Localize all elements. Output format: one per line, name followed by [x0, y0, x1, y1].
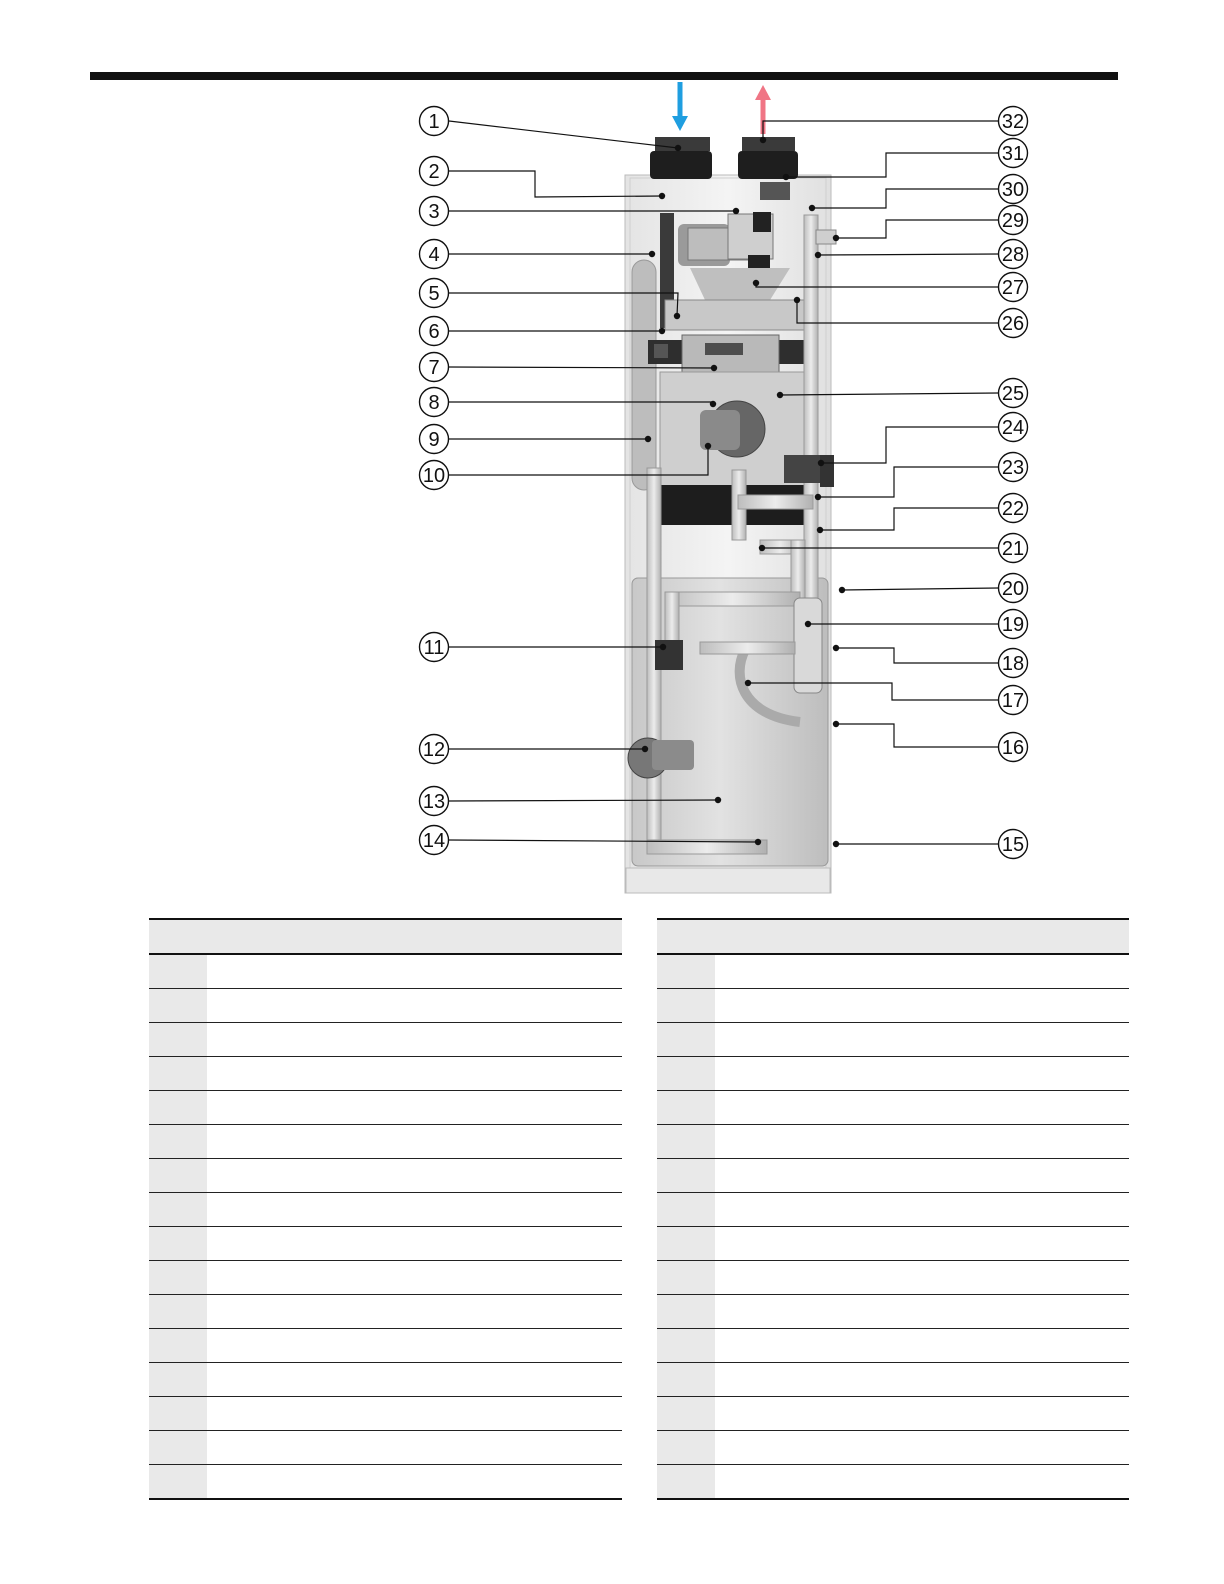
callout-label-20: 20 — [1001, 578, 1025, 600]
table-row — [657, 1261, 1129, 1295]
callout-label-2: 2 — [428, 161, 440, 183]
callout-dot-15 — [833, 841, 839, 847]
callout-label-3: 3 — [428, 201, 440, 223]
callout-label-24: 24 — [1001, 417, 1025, 439]
table-row — [149, 954, 622, 989]
table-cell-description — [715, 1091, 1129, 1125]
table-cell-number — [149, 1295, 207, 1329]
table-cell-number — [149, 1057, 207, 1091]
table-cell-description — [715, 1431, 1129, 1465]
callout-label-19: 19 — [1001, 614, 1025, 636]
callout-dot-21 — [759, 545, 765, 551]
callout-dot-3 — [733, 208, 739, 214]
table-cell-description — [715, 1023, 1129, 1057]
table-cell-number — [149, 1363, 207, 1397]
table-row — [657, 1159, 1129, 1193]
callout-label-14: 14 — [422, 830, 446, 852]
table-cell-number — [657, 1261, 715, 1295]
table-row — [149, 1227, 622, 1261]
inlet-arrow — [672, 82, 688, 131]
callout-label-7: 7 — [428, 357, 440, 379]
table-cell-description — [715, 1227, 1129, 1261]
table-cell-number — [149, 1023, 207, 1057]
table-row — [657, 1329, 1129, 1363]
table-cell-description — [207, 1295, 622, 1329]
table-row — [149, 1363, 622, 1397]
callout-dot-30 — [809, 205, 815, 211]
callout-dot-7 — [711, 365, 717, 371]
table-cell-number — [657, 1125, 715, 1159]
table-row — [149, 989, 622, 1023]
callout-leader-18 — [836, 648, 998, 663]
table-row — [149, 1057, 622, 1091]
table-cell-description — [207, 1329, 622, 1363]
table-cell-number — [657, 1023, 715, 1057]
callout-dot-24 — [818, 460, 824, 466]
table-cell-number — [149, 1193, 207, 1227]
callout-dot-1 — [675, 145, 681, 151]
table-cell-number — [657, 1329, 715, 1363]
callout-dot-9 — [645, 436, 651, 442]
callout-label-15: 15 — [1001, 834, 1025, 856]
callout-label-1: 1 — [428, 111, 440, 133]
callout-dot-5 — [674, 313, 680, 319]
callout-label-13: 13 — [422, 791, 446, 813]
callout-leader-20 — [842, 588, 998, 590]
table-row — [149, 1159, 622, 1193]
table-cell-number — [149, 1091, 207, 1125]
header-cell-description — [207, 919, 622, 954]
table-cell-description — [207, 1159, 622, 1193]
table-cell-description — [715, 1261, 1129, 1295]
table-cell-description — [207, 1261, 622, 1295]
table-cell-number — [149, 989, 207, 1023]
header-cell-description — [715, 919, 1129, 954]
callout-leader-30 — [812, 189, 998, 208]
callout-dot-26 — [794, 297, 800, 303]
callout-dot-6 — [659, 328, 665, 334]
callout-leader-28 — [818, 254, 998, 255]
table-cell-number — [149, 954, 207, 989]
table-cell-description — [207, 1363, 622, 1397]
table-row — [149, 1261, 622, 1295]
callout-label-6: 6 — [428, 321, 440, 343]
callout-dot-28 — [815, 252, 821, 258]
table-cell-description — [715, 1125, 1129, 1159]
table-row — [657, 1465, 1129, 1500]
table-cell-description — [715, 1465, 1129, 1500]
table-row — [657, 1397, 1129, 1431]
callout-label-28: 28 — [1001, 244, 1025, 266]
table-row — [149, 1125, 622, 1159]
table-row — [657, 1431, 1129, 1465]
table-cell-description — [715, 1057, 1129, 1091]
table-cell-number — [657, 1227, 715, 1261]
table-cell-description — [715, 954, 1129, 989]
callout-dot-25 — [777, 392, 783, 398]
callout-dot-27 — [753, 280, 759, 286]
table-cell-description — [207, 989, 622, 1023]
callout-label-16: 16 — [1001, 737, 1025, 759]
table-cell-description — [207, 1057, 622, 1091]
callout-label-18: 18 — [1001, 653, 1025, 675]
callout-label-31: 31 — [1001, 143, 1025, 165]
table-cell-description — [207, 1227, 622, 1261]
table-row — [657, 1125, 1129, 1159]
callout-leader-22 — [820, 508, 998, 530]
callout-dot-20 — [839, 587, 845, 593]
callout-label-25: 25 — [1001, 383, 1025, 405]
table-row — [149, 1091, 622, 1125]
callout-dot-2 — [659, 193, 665, 199]
callout-leader-24 — [821, 427, 998, 463]
callout-dot-4 — [649, 251, 655, 257]
table-cell-number — [149, 1329, 207, 1363]
table-cell-number — [149, 1397, 207, 1431]
table-cell-number — [657, 1431, 715, 1465]
callout-label-9: 9 — [428, 429, 440, 451]
callout-label-10: 10 — [422, 465, 446, 487]
table-cell-number — [657, 1363, 715, 1397]
table-cell-description — [715, 1193, 1129, 1227]
table-row — [657, 1091, 1129, 1125]
callout-leader-31 — [786, 153, 998, 177]
callout-dot-10 — [705, 443, 711, 449]
callout-label-12: 12 — [422, 739, 446, 761]
callout-leader-29 — [836, 220, 998, 238]
callout-label-23: 23 — [1001, 457, 1025, 479]
table-row — [657, 954, 1129, 989]
table-cell-number — [657, 1091, 715, 1125]
header-cell-number — [149, 919, 207, 954]
callout-dot-17 — [745, 680, 751, 686]
table-row — [657, 989, 1129, 1023]
table-cell-description — [207, 954, 622, 989]
table-cell-description — [715, 1159, 1129, 1193]
table-row — [657, 1363, 1129, 1397]
callout-leader-1 — [449, 121, 678, 148]
table-cell-number — [657, 989, 715, 1023]
callout-dot-18 — [833, 645, 839, 651]
table-cell-number — [149, 1227, 207, 1261]
callout-dot-19 — [805, 621, 811, 627]
header-cell-number — [657, 919, 715, 954]
table-cell-description — [207, 1125, 622, 1159]
callout-leader-23 — [818, 467, 998, 497]
callout-dot-29 — [833, 235, 839, 241]
callout-dot-12 — [642, 746, 648, 752]
table-row — [657, 1057, 1129, 1091]
callout-label-29: 29 — [1001, 210, 1025, 232]
table-cell-description — [207, 1193, 622, 1227]
callout-dot-22 — [817, 527, 823, 533]
table-row — [149, 1329, 622, 1363]
callout-label-30: 30 — [1001, 179, 1025, 201]
table-row — [149, 1431, 622, 1465]
callout-dot-23 — [815, 494, 821, 500]
table-cell-description — [207, 1431, 622, 1465]
table-cell-description — [715, 1363, 1129, 1397]
table-row — [149, 1023, 622, 1057]
table-cell-description — [715, 989, 1129, 1023]
callout-label-8: 8 — [428, 392, 440, 414]
table-cell-description — [207, 1091, 622, 1125]
table-cell-description — [715, 1329, 1129, 1363]
callout-label-22: 22 — [1001, 498, 1025, 520]
table-cell-number — [149, 1465, 207, 1500]
table-cell-number — [657, 1193, 715, 1227]
table-row — [657, 1295, 1129, 1329]
callout-dot-32 — [760, 137, 766, 143]
parts-table-left — [149, 918, 622, 1500]
table-row — [657, 1227, 1129, 1261]
callout-dot-11 — [660, 644, 666, 650]
table-cell-description — [207, 1023, 622, 1057]
callout-dot-31 — [783, 174, 789, 180]
callout-dot-8 — [710, 401, 716, 407]
table-row — [149, 1465, 622, 1500]
table-cell-number — [657, 1159, 715, 1193]
table-row — [149, 1193, 622, 1227]
callout-dot-16 — [833, 721, 839, 727]
table-cell-description — [207, 1397, 622, 1431]
table-cell-description — [207, 1465, 622, 1500]
table-cell-number — [149, 1261, 207, 1295]
table-cell-number — [149, 1431, 207, 1465]
table-cell-description — [715, 1397, 1129, 1431]
callout-label-4: 4 — [428, 244, 440, 266]
callout-dot-13 — [715, 797, 721, 803]
callout-label-26: 26 — [1001, 313, 1025, 335]
table-cell-number — [657, 1057, 715, 1091]
callout-label-32: 32 — [1001, 111, 1025, 133]
callout-dot-14 — [755, 839, 761, 845]
callout-label-21: 21 — [1001, 538, 1025, 560]
table-row — [149, 1295, 622, 1329]
table-row — [657, 1193, 1129, 1227]
table-cell-number — [149, 1125, 207, 1159]
parts-table-header-row — [657, 919, 1129, 954]
table-cell-number — [149, 1159, 207, 1193]
parts-table-right — [657, 918, 1129, 1500]
callout-label-27: 27 — [1001, 277, 1025, 299]
table-cell-number — [657, 1465, 715, 1500]
table-cell-number — [657, 1295, 715, 1329]
table-row — [657, 1023, 1129, 1057]
table-row — [149, 1397, 622, 1431]
callout-label-5: 5 — [428, 283, 440, 305]
table-cell-description — [715, 1295, 1129, 1329]
callout-label-11: 11 — [423, 637, 445, 659]
parts-table-header-row — [149, 919, 622, 954]
callout-leader-32 — [763, 121, 998, 140]
callout-label-17: 17 — [1001, 690, 1025, 712]
table-cell-number — [657, 1397, 715, 1431]
table-cell-number — [657, 954, 715, 989]
callout-leader-16 — [836, 724, 998, 747]
